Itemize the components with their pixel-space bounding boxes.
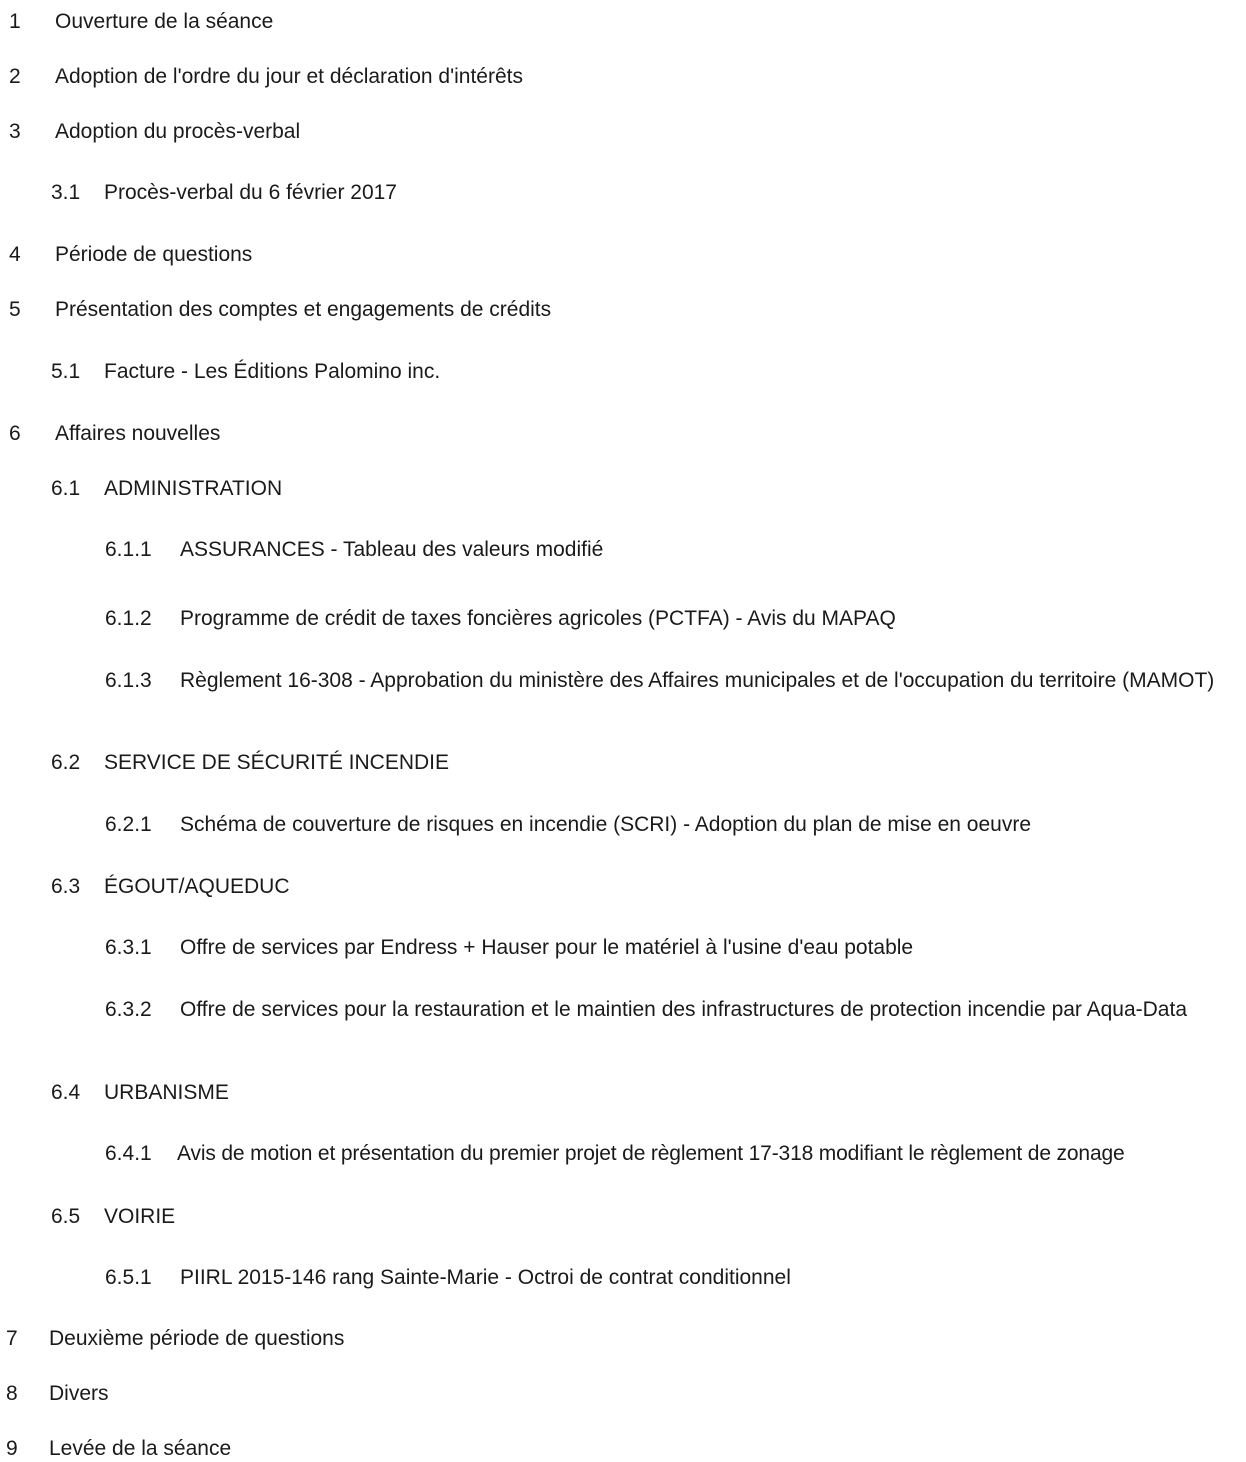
item-title: Présentation des comptes et engagements de crédits <box>55 298 552 321</box>
item-title: Procès-verbal du 6 février 2017 <box>104 181 397 204</box>
item-title: VOIRIE <box>104 1205 176 1228</box>
item-number: 6.3.2 <box>105 998 152 1021</box>
item-title: Deuxième période de questions <box>49 1327 345 1350</box>
item-title: Levée de la séance <box>49 1437 232 1460</box>
item-title: PIIRL 2015-146 rang Sainte-Marie - Octroi de contrat conditionnel <box>180 1266 791 1289</box>
item-title: Avis de motion et présentation du premier projet de règlement 17-318 modifiant le règlement de zonage <box>177 1142 1125 1165</box>
item-title: ADMINISTRATION <box>104 477 283 500</box>
item-number: 6.5.1 <box>105 1266 152 1289</box>
item-number: 6.1.2 <box>105 607 152 630</box>
item-title: Programme de crédit de taxes foncières agricoles (PCTFA) - Avis du MAPAQ <box>180 607 896 630</box>
item-title: Offre de services par Endress + Hauser pour le matériel à l'usine d'eau potable <box>180 936 914 959</box>
item-number: 6.2.1 <box>105 813 152 836</box>
item-number: 5 <box>9 298 21 321</box>
item-title: Ouverture de la séance <box>55 10 274 33</box>
item-number: 4 <box>9 243 21 266</box>
item-title: Divers <box>49 1382 109 1405</box>
item-number: 6.1 <box>51 477 81 500</box>
item-title: URBANISME <box>104 1081 229 1104</box>
item-title: ÉGOUT/AQUEDUC <box>104 875 290 898</box>
item-title: Adoption du procès-verbal <box>55 120 301 143</box>
item-title: SERVICE DE SÉCURITÉ INCENDIE <box>104 751 450 774</box>
item-title: Période de questions <box>55 243 253 266</box>
item-number: 9 <box>6 1437 18 1460</box>
item-number: 6.5 <box>51 1205 81 1228</box>
item-number: 3.1 <box>51 181 81 204</box>
item-title: Offre de services pour la restauration et le maintien des infrastructures de protection incendie par Aqua-Data <box>180 998 1187 1021</box>
item-number: 6.3 <box>51 875 81 898</box>
item-number: 6.4.1 <box>105 1142 152 1165</box>
item-number: 6 <box>9 422 21 445</box>
item-number: 6.1.3 <box>105 669 152 692</box>
item-number: 3 <box>9 120 21 143</box>
item-number: 6.1.1 <box>105 538 152 561</box>
item-number: 2 <box>9 65 21 88</box>
item-title: Affaires nouvelles <box>55 422 221 445</box>
item-number: 6.2 <box>51 751 81 774</box>
item-title: Schéma de couverture de risques en incendie (SCRI) - Adoption du plan de mise en oeuvre <box>180 813 1031 836</box>
item-number: 8 <box>6 1382 18 1405</box>
item-number: 1 <box>9 10 21 33</box>
item-title: Facture - Les Éditions Palomino inc. <box>104 360 441 383</box>
item-number: 5.1 <box>51 360 81 383</box>
item-title: Règlement 16-308 - Approbation du ministère des Affaires municipales et de l'occupation du territoire (MAMOT) <box>180 669 1215 692</box>
item-number: 6.3.1 <box>105 936 152 959</box>
item-number: 6.4 <box>51 1081 81 1104</box>
item-number: 7 <box>6 1327 18 1350</box>
item-title: ASSURANCES - Tableau des valeurs modifié <box>180 538 604 561</box>
item-title: Adoption de l'ordre du jour et déclaration d'intérêts <box>55 65 523 88</box>
